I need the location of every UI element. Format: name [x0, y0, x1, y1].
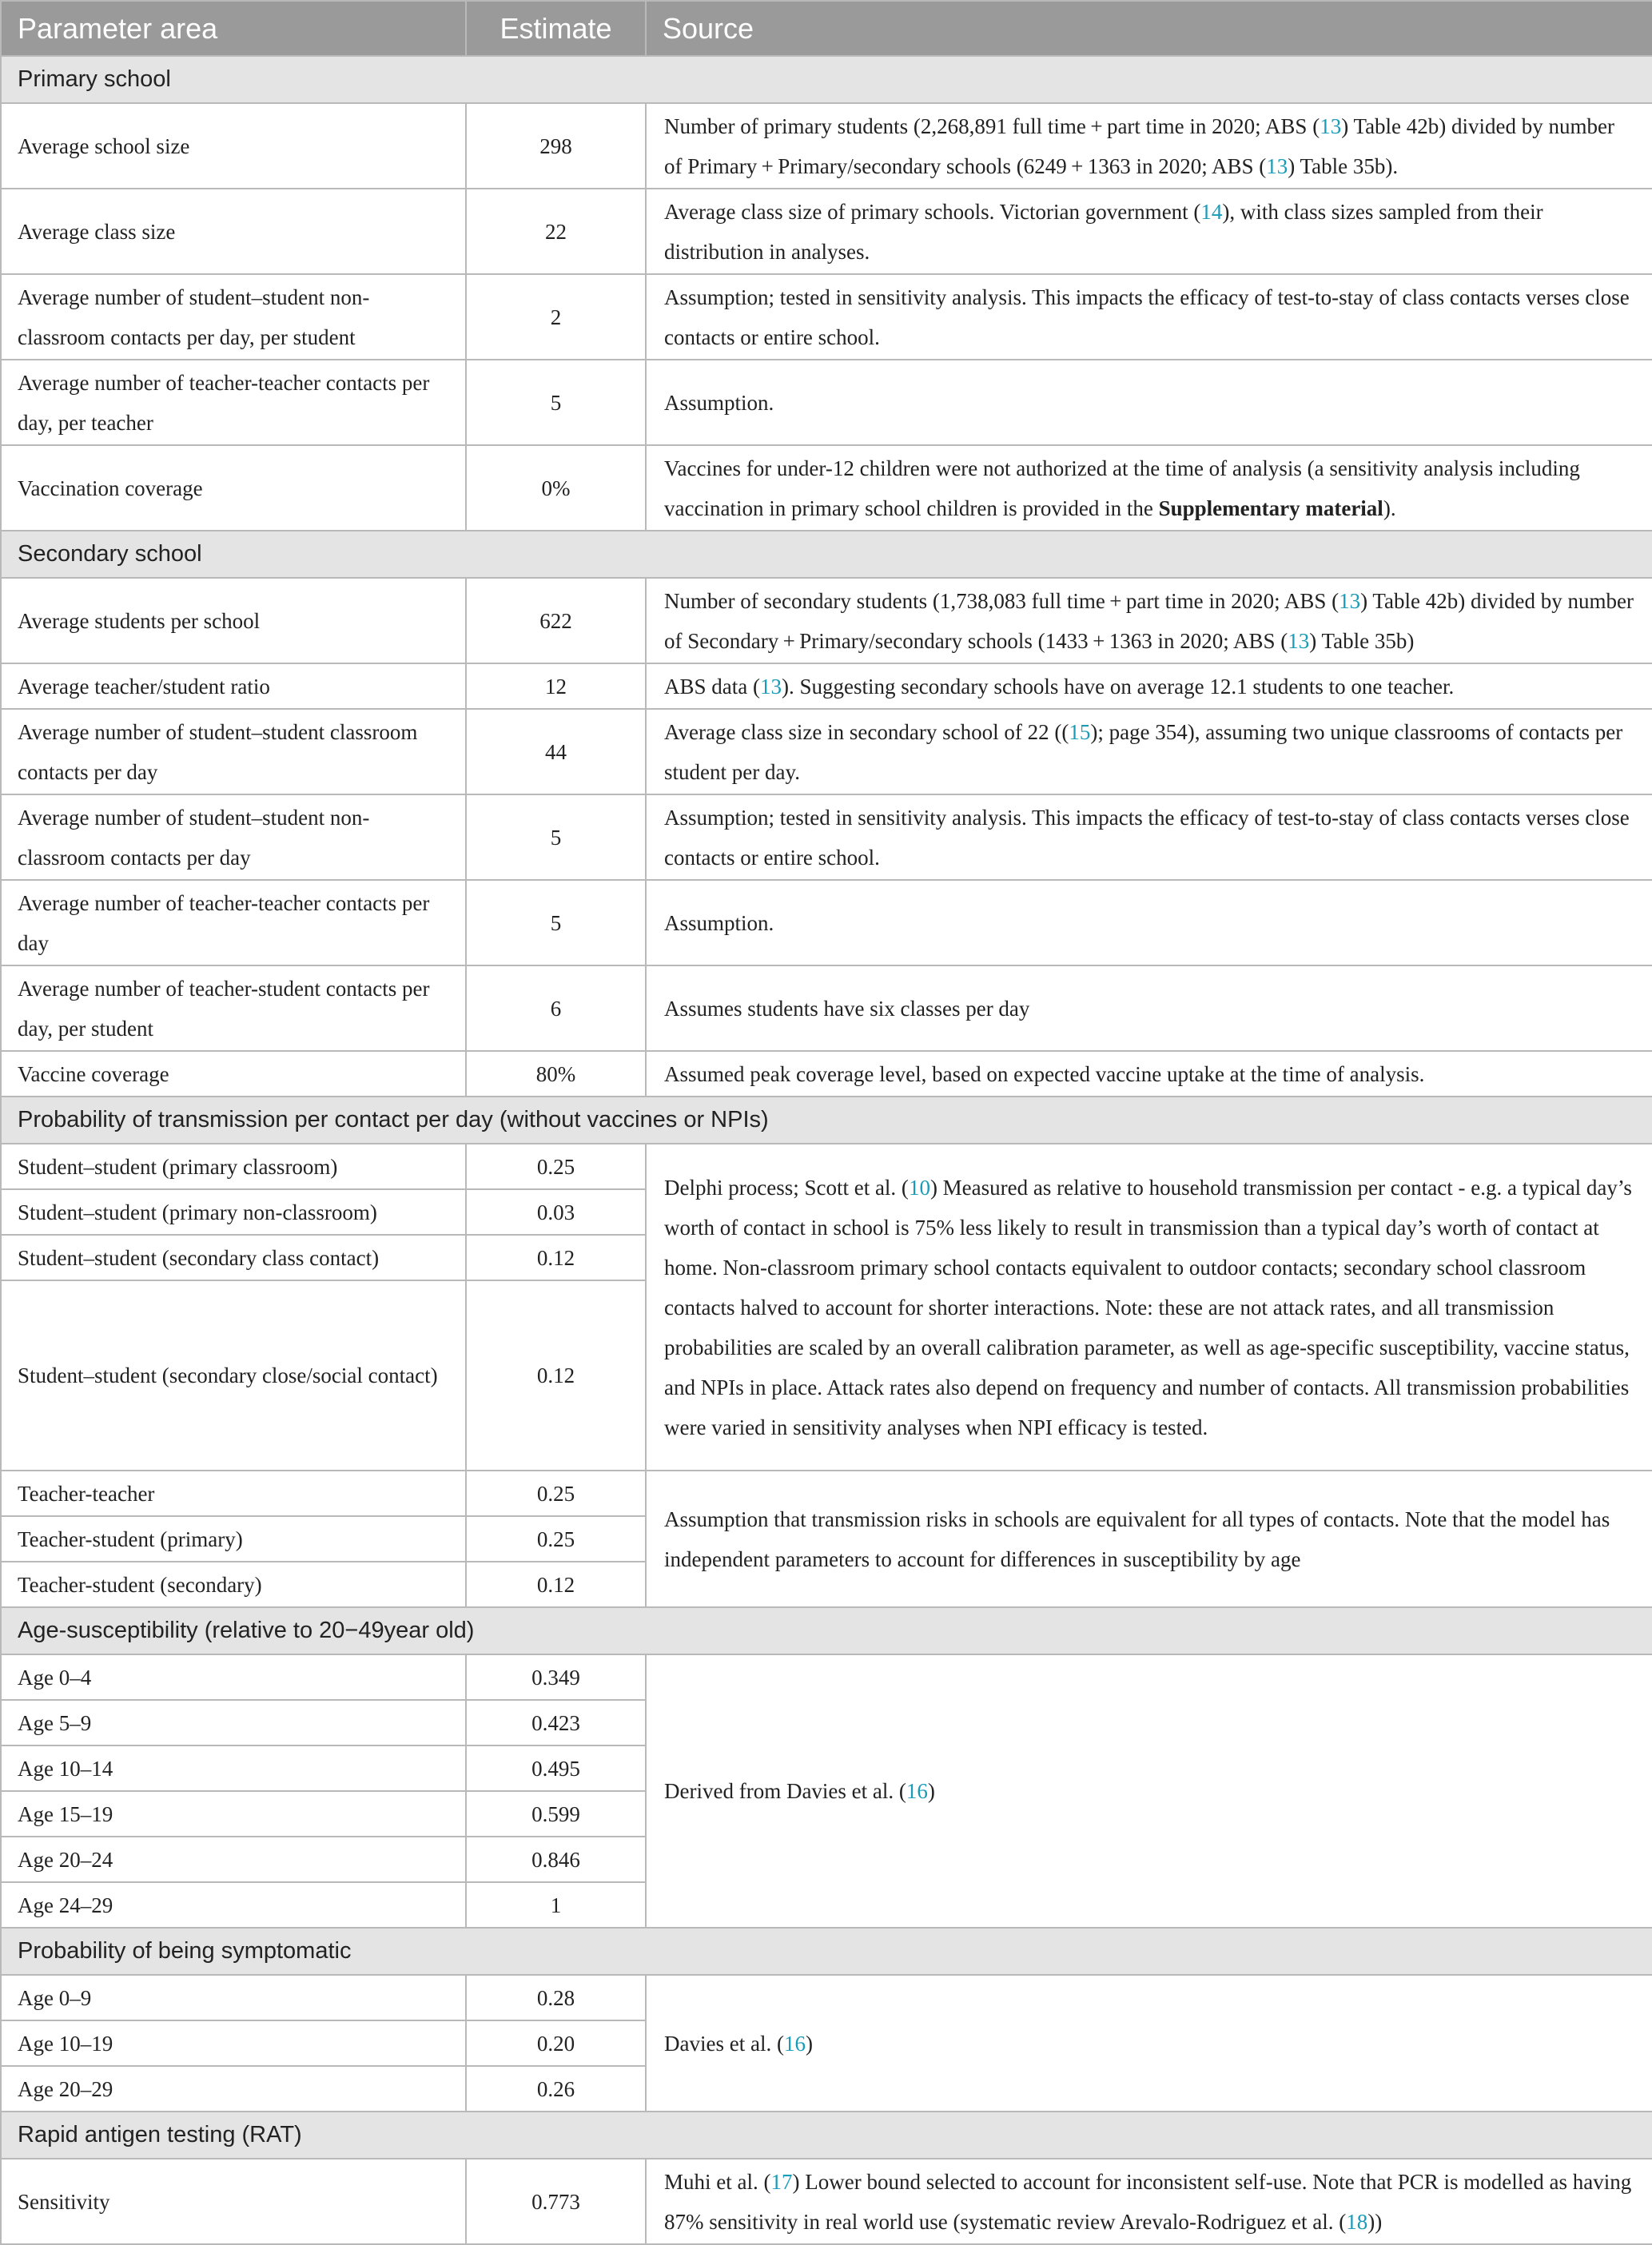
param-cell: Average number of teacher-teacher contacts per day: [1, 880, 466, 965]
table-row: [1, 103, 1652, 189]
table-row: [1, 360, 1652, 445]
estimate-cell: 6: [466, 965, 646, 1051]
section-title: Probability of being symptomatic: [1, 1928, 1652, 1975]
param-cell: Age 20–29: [1, 2066, 466, 2112]
reference-link[interactable]: 14: [1200, 199, 1223, 224]
estimate-cell: 5: [466, 360, 646, 445]
estimate-cell: 0.26: [466, 2066, 646, 2112]
estimate-cell: 0.12: [466, 1280, 646, 1471]
reference-link[interactable]: 10: [908, 1175, 930, 1200]
reference-link[interactable]: 16: [906, 1779, 928, 1803]
param-cell: Age 10–14: [1, 1745, 466, 1791]
param-cell: Sensitivity: [1, 2159, 466, 2244]
table-row: [1, 965, 1652, 1051]
source-cell: Number of primary students (2,268,891 full time + part time in 2020; ABS (13) Table 42b) divided by number of Primary + Primary/secondary schools (6249 + 1363 in 2020; ABS (13) Table 35b).: [646, 103, 1652, 189]
estimate-cell: 0%: [466, 445, 646, 531]
estimate-cell: 12: [466, 663, 646, 709]
section-row: [1, 56, 1652, 103]
table-row: [1, 880, 1652, 965]
section-title: Age-susceptibility (relative to 20−49year old): [1, 1607, 1652, 1654]
estimate-cell: 1: [466, 1882, 646, 1928]
table-row: [1, 1975, 1652, 2020]
table-row: [1, 709, 1652, 794]
estimate-cell: 0.20: [466, 2020, 646, 2066]
source-cell: Assumed peak coverage level, based on expected vaccine uptake at the time of analysis.: [646, 1051, 1652, 1097]
table-row: [1, 1471, 1652, 1516]
param-cell: Vaccine coverage: [1, 1051, 466, 1097]
table-row: [1, 794, 1652, 880]
estimate-cell: 0.599: [466, 1791, 646, 1837]
param-cell: Average school size: [1, 103, 466, 189]
source-cell: Average class size of primary schools. Victorian government (14), with class sizes sampled from their distribution in analyses.: [646, 189, 1652, 274]
estimate-cell: 622: [466, 578, 646, 663]
table-row: [1, 578, 1652, 663]
estimate-cell: 0.12: [466, 1562, 646, 1607]
estimate-cell: 5: [466, 880, 646, 965]
source-cell: Assumption.: [646, 880, 1652, 965]
header-source: Source: [646, 1, 1652, 56]
estimate-cell: 298: [466, 103, 646, 189]
section-row: [1, 1097, 1652, 1144]
param-cell: Teacher-student (primary): [1, 1516, 466, 1562]
estimate-cell: 0.25: [466, 1471, 646, 1516]
estimate-cell: 0.25: [466, 1516, 646, 1562]
section-row: [1, 531, 1652, 578]
source-cell: Muhi et al. (17) Lower bound selected to account for inconsistent self-use. Note that PCR is modelled as having 87% sensitivity in real world use (systematic review Arevalo-Rodriguez et al. (18)): [646, 2159, 1652, 2244]
section-title: Secondary school: [1, 531, 1652, 578]
param-cell: Average number of student–student classroom contacts per day: [1, 709, 466, 794]
param-cell: Age 15–19: [1, 1791, 466, 1837]
header-parameter: Parameter area: [1, 1, 466, 56]
estimate-cell: 0.423: [466, 1700, 646, 1745]
estimate-cell: 44: [466, 709, 646, 794]
estimate-cell: 0.773: [466, 2159, 646, 2244]
source-cell: Assumption.: [646, 360, 1652, 445]
section-title: Primary school: [1, 56, 1652, 103]
estimate-cell: 0.495: [466, 1745, 646, 1791]
reference-link[interactable]: 13: [759, 674, 782, 699]
estimate-cell: 0.03: [466, 1189, 646, 1235]
param-cell: Average students per school: [1, 578, 466, 663]
estimate-cell: 0.846: [466, 1837, 646, 1882]
table-row: [1, 189, 1652, 274]
table-row: [1, 1051, 1652, 1097]
section-row: [1, 2112, 1652, 2159]
source-cell: Average class size in secondary school of 22 ((15); page 354), assuming two unique classrooms of contacts per student per day.: [646, 709, 1652, 794]
param-cell: Vaccination coverage: [1, 445, 466, 531]
section-title: Rapid antigen testing (RAT): [1, 2112, 1652, 2159]
param-cell: Average teacher/student ratio: [1, 663, 466, 709]
table-row: [1, 274, 1652, 360]
estimate-cell: 0.349: [466, 1654, 646, 1700]
source-cell: Assumes students have six classes per day: [646, 965, 1652, 1051]
source-cell: ABS data (13). Suggesting secondary schools have on average 12.1 students to one teacher.: [646, 663, 1652, 709]
param-cell: Student–student (primary non-classroom): [1, 1189, 466, 1235]
source-cell: Assumption that transmission risks in schools are equivalent for all types of contacts. Note that the model has independent parameters to account for differences in susceptibility by age: [646, 1471, 1652, 1607]
reference-link[interactable]: 18: [1346, 2209, 1368, 2234]
param-cell: Student–student (primary classroom): [1, 1144, 466, 1189]
section-title: Probability of transmission per contact per day (without vaccines or NPIs): [1, 1097, 1652, 1144]
param-cell: Average class size: [1, 189, 466, 274]
param-cell: Average number of student–student non-classroom contacts per day, per student: [1, 274, 466, 360]
estimate-cell: 0.12: [466, 1235, 646, 1280]
source-cell: Vaccines for under-12 children were not authorized at the time of analysis (a sensitivity analysis including vaccination in primary school children is provided in the Supplementary material).: [646, 445, 1652, 531]
reference-link[interactable]: 13: [1288, 628, 1310, 653]
reference-link[interactable]: 13: [1339, 588, 1361, 613]
param-cell: Teacher-student (secondary): [1, 1562, 466, 1607]
source-cell: Derived from Davies et al. (16): [646, 1654, 1652, 1928]
param-cell: Average number of teacher-teacher contacts per day, per teacher: [1, 360, 466, 445]
estimate-cell: 0.25: [466, 1144, 646, 1189]
estimate-cell: 22: [466, 189, 646, 274]
estimate-cell: 5: [466, 794, 646, 880]
reference-link[interactable]: 15: [1069, 719, 1091, 744]
table-row: [1, 1144, 1652, 1189]
estimate-cell: 2: [466, 274, 646, 360]
param-cell: Age 24–29: [1, 1882, 466, 1928]
supplementary-link[interactable]: Supplementary material: [1158, 496, 1383, 520]
param-cell: Age 10–19: [1, 2020, 466, 2066]
reference-link[interactable]: 17: [770, 2169, 793, 2194]
table-row: [1, 663, 1652, 709]
table-row: [1, 445, 1652, 531]
source-cell: Assumption; tested in sensitivity analysis. This impacts the efficacy of test-to-stay of class contacts verses close contacts or entire school.: [646, 274, 1652, 360]
estimate-cell: 80%: [466, 1051, 646, 1097]
param-cell: Student–student (secondary close/social contact): [1, 1280, 466, 1471]
source-cell: Davies et al. (16): [646, 1975, 1652, 2112]
section-row: [1, 1928, 1652, 1975]
section-row: [1, 1607, 1652, 1654]
header-estimate: Estimate: [466, 1, 646, 56]
header-row: [1, 1, 1652, 56]
param-cell: Student–student (secondary class contact): [1, 1235, 466, 1280]
param-cell: Average number of student–student non-classroom contacts per day: [1, 794, 466, 880]
param-cell: Age 20–24: [1, 1837, 466, 1882]
source-cell: Number of secondary students (1,738,083 full time + part time in 2020; ABS (13) Table 42b) divided by number of Secondary + Primary/secondary schools (1433 + 1363 in 2020; ABS (13) Table 35b): [646, 578, 1652, 663]
source-cell: Delphi process; Scott et al. (10) Measured as relative to household transmission per contact - e.g. a typical day’s worth of contact in school is 75% less likely to result in transmission than a typical day’s worth of contact at home. Non-classroom primary school contacts equivalent to outdoor contacts; secondary school classroom contacts halved to account for shorter interactions. Note: these are not attack rates, and all transmission probabilities are scaled by an overall calibration parameter, as well as age-specific susceptibility, vaccine status, and NPIs in place. Attack rates also depend on frequency and number of contacts. All transmission probabilities were varied in sensitivity analyses when NPI efficacy is tested.: [646, 1144, 1652, 1471]
param-cell: Age 5–9: [1, 1700, 466, 1745]
param-cell: Age 0–4: [1, 1654, 466, 1700]
reference-link[interactable]: 13: [1320, 113, 1342, 138]
param-cell: Average number of teacher-student contacts per day, per student: [1, 965, 466, 1051]
table-row: [1, 1654, 1652, 1700]
table-row: [1, 2159, 1652, 2244]
estimate-cell: 0.28: [466, 1975, 646, 2020]
reference-link[interactable]: 13: [1266, 153, 1288, 178]
param-cell: Teacher-teacher: [1, 1471, 466, 1516]
reference-link[interactable]: 16: [783, 2031, 806, 2056]
source-cell: Assumption; tested in sensitivity analysis. This impacts the efficacy of test-to-stay of class contacts verses close contacts or entire school.: [646, 794, 1652, 880]
param-cell: Age 0–9: [1, 1975, 466, 2020]
